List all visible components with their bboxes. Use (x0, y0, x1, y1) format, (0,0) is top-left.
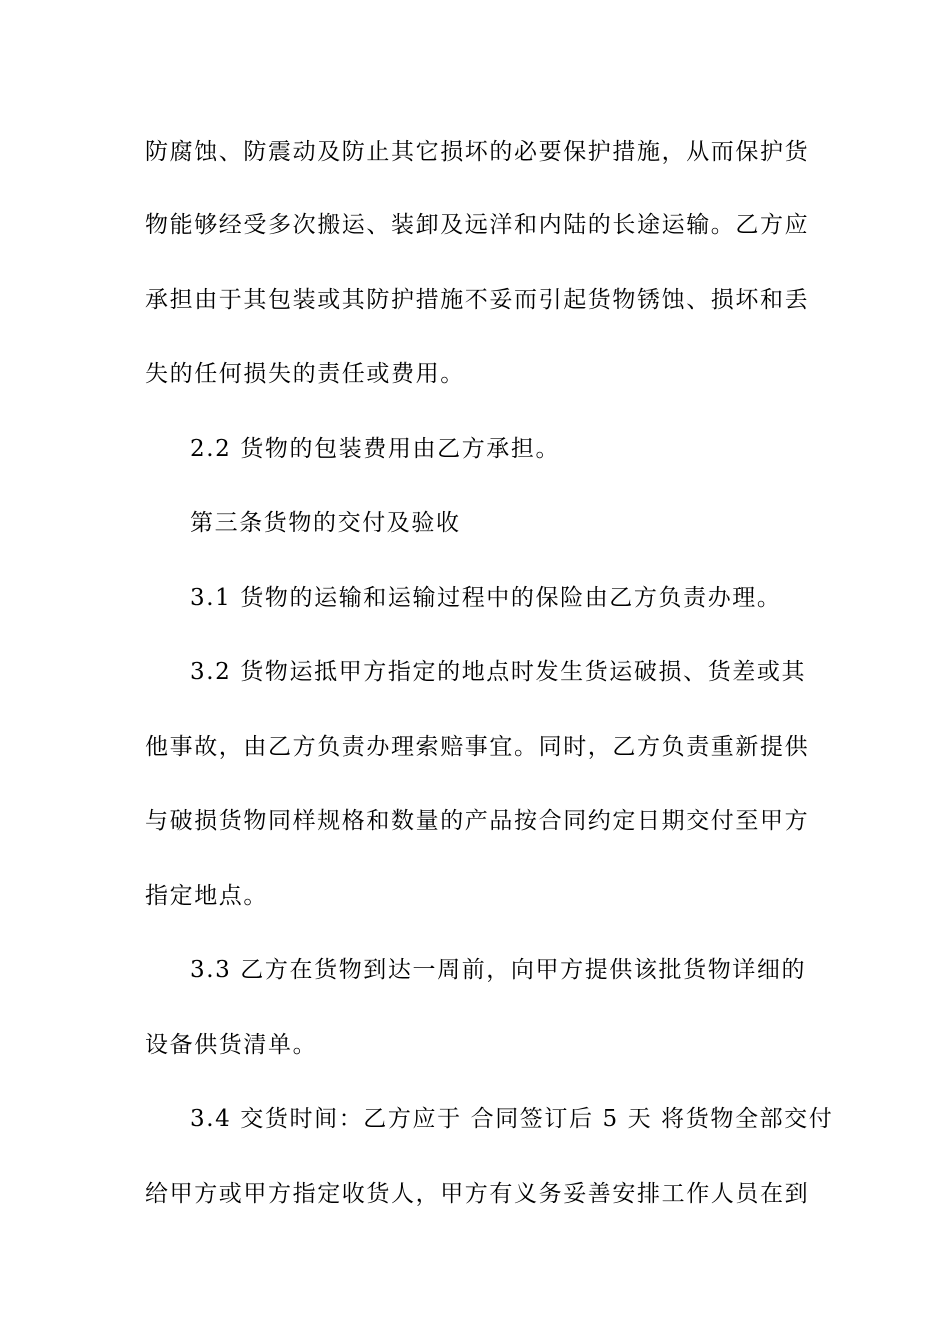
clause-3-2: 3.2 货物运抵甲方指定的地点时发生货运破损、货差或其 (190, 659, 807, 685)
section-heading-article-3: 第三条货物的交付及验收 (190, 510, 461, 536)
body-line-4: 失的任何损失的责任或费用。 (145, 361, 465, 387)
body-line-2: 物能够经受多次搬运、装卸及远洋和内陆的长途运输。乙方应 (145, 212, 810, 238)
clause-3-4: 3.4 交货时间：乙方应于 合同签订后 5 天 将货物全部交付 (190, 1106, 834, 1132)
body-line-9: 他事故，由乙方负责办理索赔事宜。同时，乙方负责重新提供 (145, 734, 810, 760)
body-line-11: 指定地点。 (145, 883, 268, 909)
body-line-1: 防腐蚀、防震动及防止其它损坏的必要保护措施，从而保护货 (145, 139, 810, 165)
body-line-10: 与破损货物同样规格和数量的产品按合同约定日期交付至甲方 (145, 808, 810, 834)
clause-3-1: 3.1 货物的运输和运输过程中的保险由乙方负责办理。 (190, 585, 782, 611)
clause-2-2: 2.2 货物的包装费用由乙方承担。 (190, 436, 561, 462)
body-line-13: 设备供货清单。 (145, 1032, 318, 1058)
body-line-15: 给甲方或甲方指定收货人，甲方有义务妥善安排工作人员在到 (145, 1181, 810, 1207)
clause-3-3: 3.3 乙方在货物到达一周前，向甲方提供该批货物详细的 (190, 957, 807, 983)
body-line-3: 承担由于其包装或其防护措施不妥而引起货物锈蚀、损坏和丢 (145, 287, 810, 313)
